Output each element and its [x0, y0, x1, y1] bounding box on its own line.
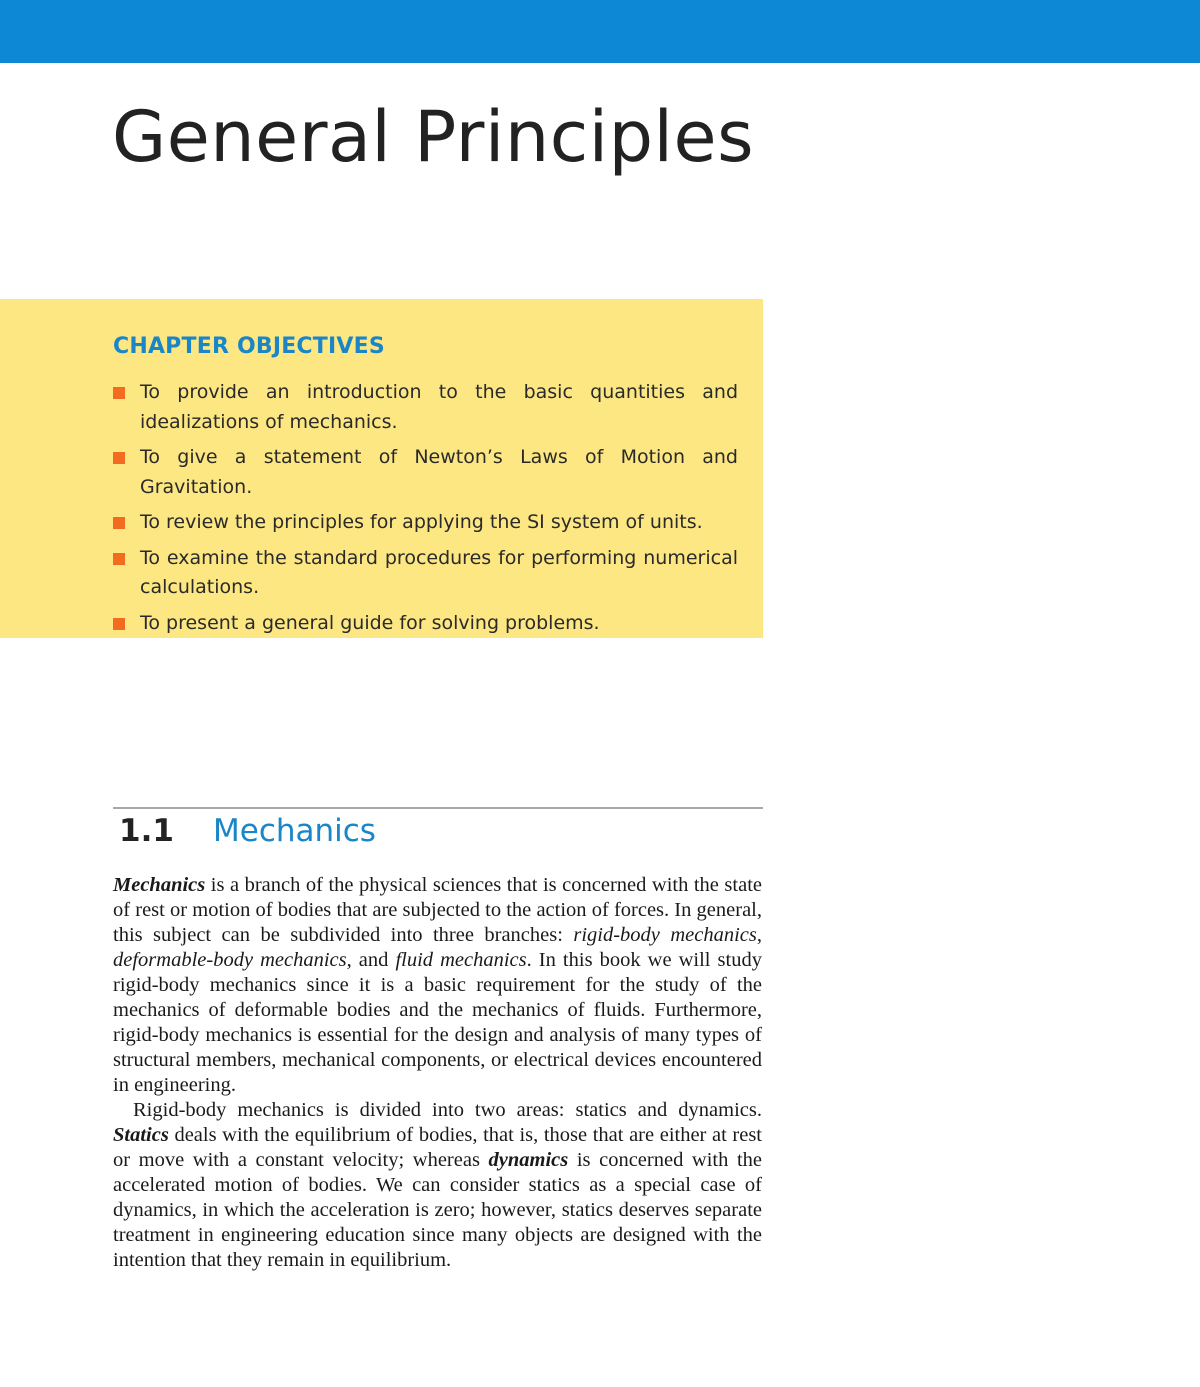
objectives-heading: CHAPTER OBJECTIVES [113, 334, 385, 359]
section-body [113, 873, 762, 1273]
square-bullet-icon [113, 618, 125, 630]
term-fluid-mechanics: fluid mechanics [395, 949, 527, 971]
square-bullet-icon [113, 452, 125, 464]
square-bullet-icon [113, 553, 125, 565]
text-run: is concerned with the accelerated motion of bodies. We can consider statics as a special case of dynamics, in which the acceleration is zero; however, statics deserves separate treatment in engineering education since many objects are designed with the intention that they remain in equilibrium. [113, 1149, 762, 1271]
term-deformable-body-mechanics: deformable-body mechanics [113, 949, 347, 971]
section-title: Mechanics [213, 813, 376, 849]
text-run: , and [346, 949, 396, 971]
objective-item [113, 609, 738, 639]
term-dynamics: dynamics [488, 1149, 569, 1171]
term-rigid-body-mechanics: rigid-body mechanics [573, 924, 757, 946]
text-run: . In this book we will study rigid-body mechanics since it is a basic requirement for the study of the mechanics of deformable bodies and the mechanics of fluids. Furthermore, rigid-body mechanics is essential for the design and analysis of many types of structural members, mechanical components, or electrical devices encountered in engineering. [113, 949, 762, 1096]
body-paragraph [113, 1098, 762, 1273]
objective-item [113, 378, 738, 437]
objective-text: To give a statement of Newton’s Laws of Motion and Gravitation. [140, 446, 738, 498]
section-divider [113, 807, 763, 809]
objective-text: To provide an introduction to the basic quantities and idealizations of mechanics. [140, 381, 738, 433]
body-paragraph [113, 873, 762, 1098]
chapter-title: General Principles [112, 96, 755, 178]
objective-item [113, 443, 738, 502]
section-number: 1.1 [119, 813, 174, 849]
text-run: Rigid-body mechanics is divided into two areas: statics and dynamics. [133, 1099, 762, 1121]
term-statics: Statics [113, 1124, 169, 1146]
objectives-list [113, 378, 738, 644]
objective-text: To present a general guide for solving problems. [140, 611, 600, 634]
objective-text: To review the principles for applying the SI system of units. [140, 511, 703, 533]
objective-item [113, 544, 738, 603]
text-run: is a branch of the physical sciences that is concerned with the state of rest or motion of bodies that are subjected to the action of forces. In general, this subject can be subdivided into three branches: [113, 874, 762, 946]
text-run: deals with the equilibrium of bodies, that is, those that are either at rest or move with a constant velocity; whereas [113, 1124, 762, 1171]
objective-item [113, 508, 738, 538]
square-bullet-icon [113, 387, 125, 399]
objective-text: To examine the standard procedures for performing numerical calculations. [140, 546, 738, 598]
text-run: , [756, 924, 762, 946]
square-bullet-icon [113, 517, 125, 529]
header-band [0, 0, 1200, 63]
term-mechanics: Mechanics [113, 874, 206, 896]
